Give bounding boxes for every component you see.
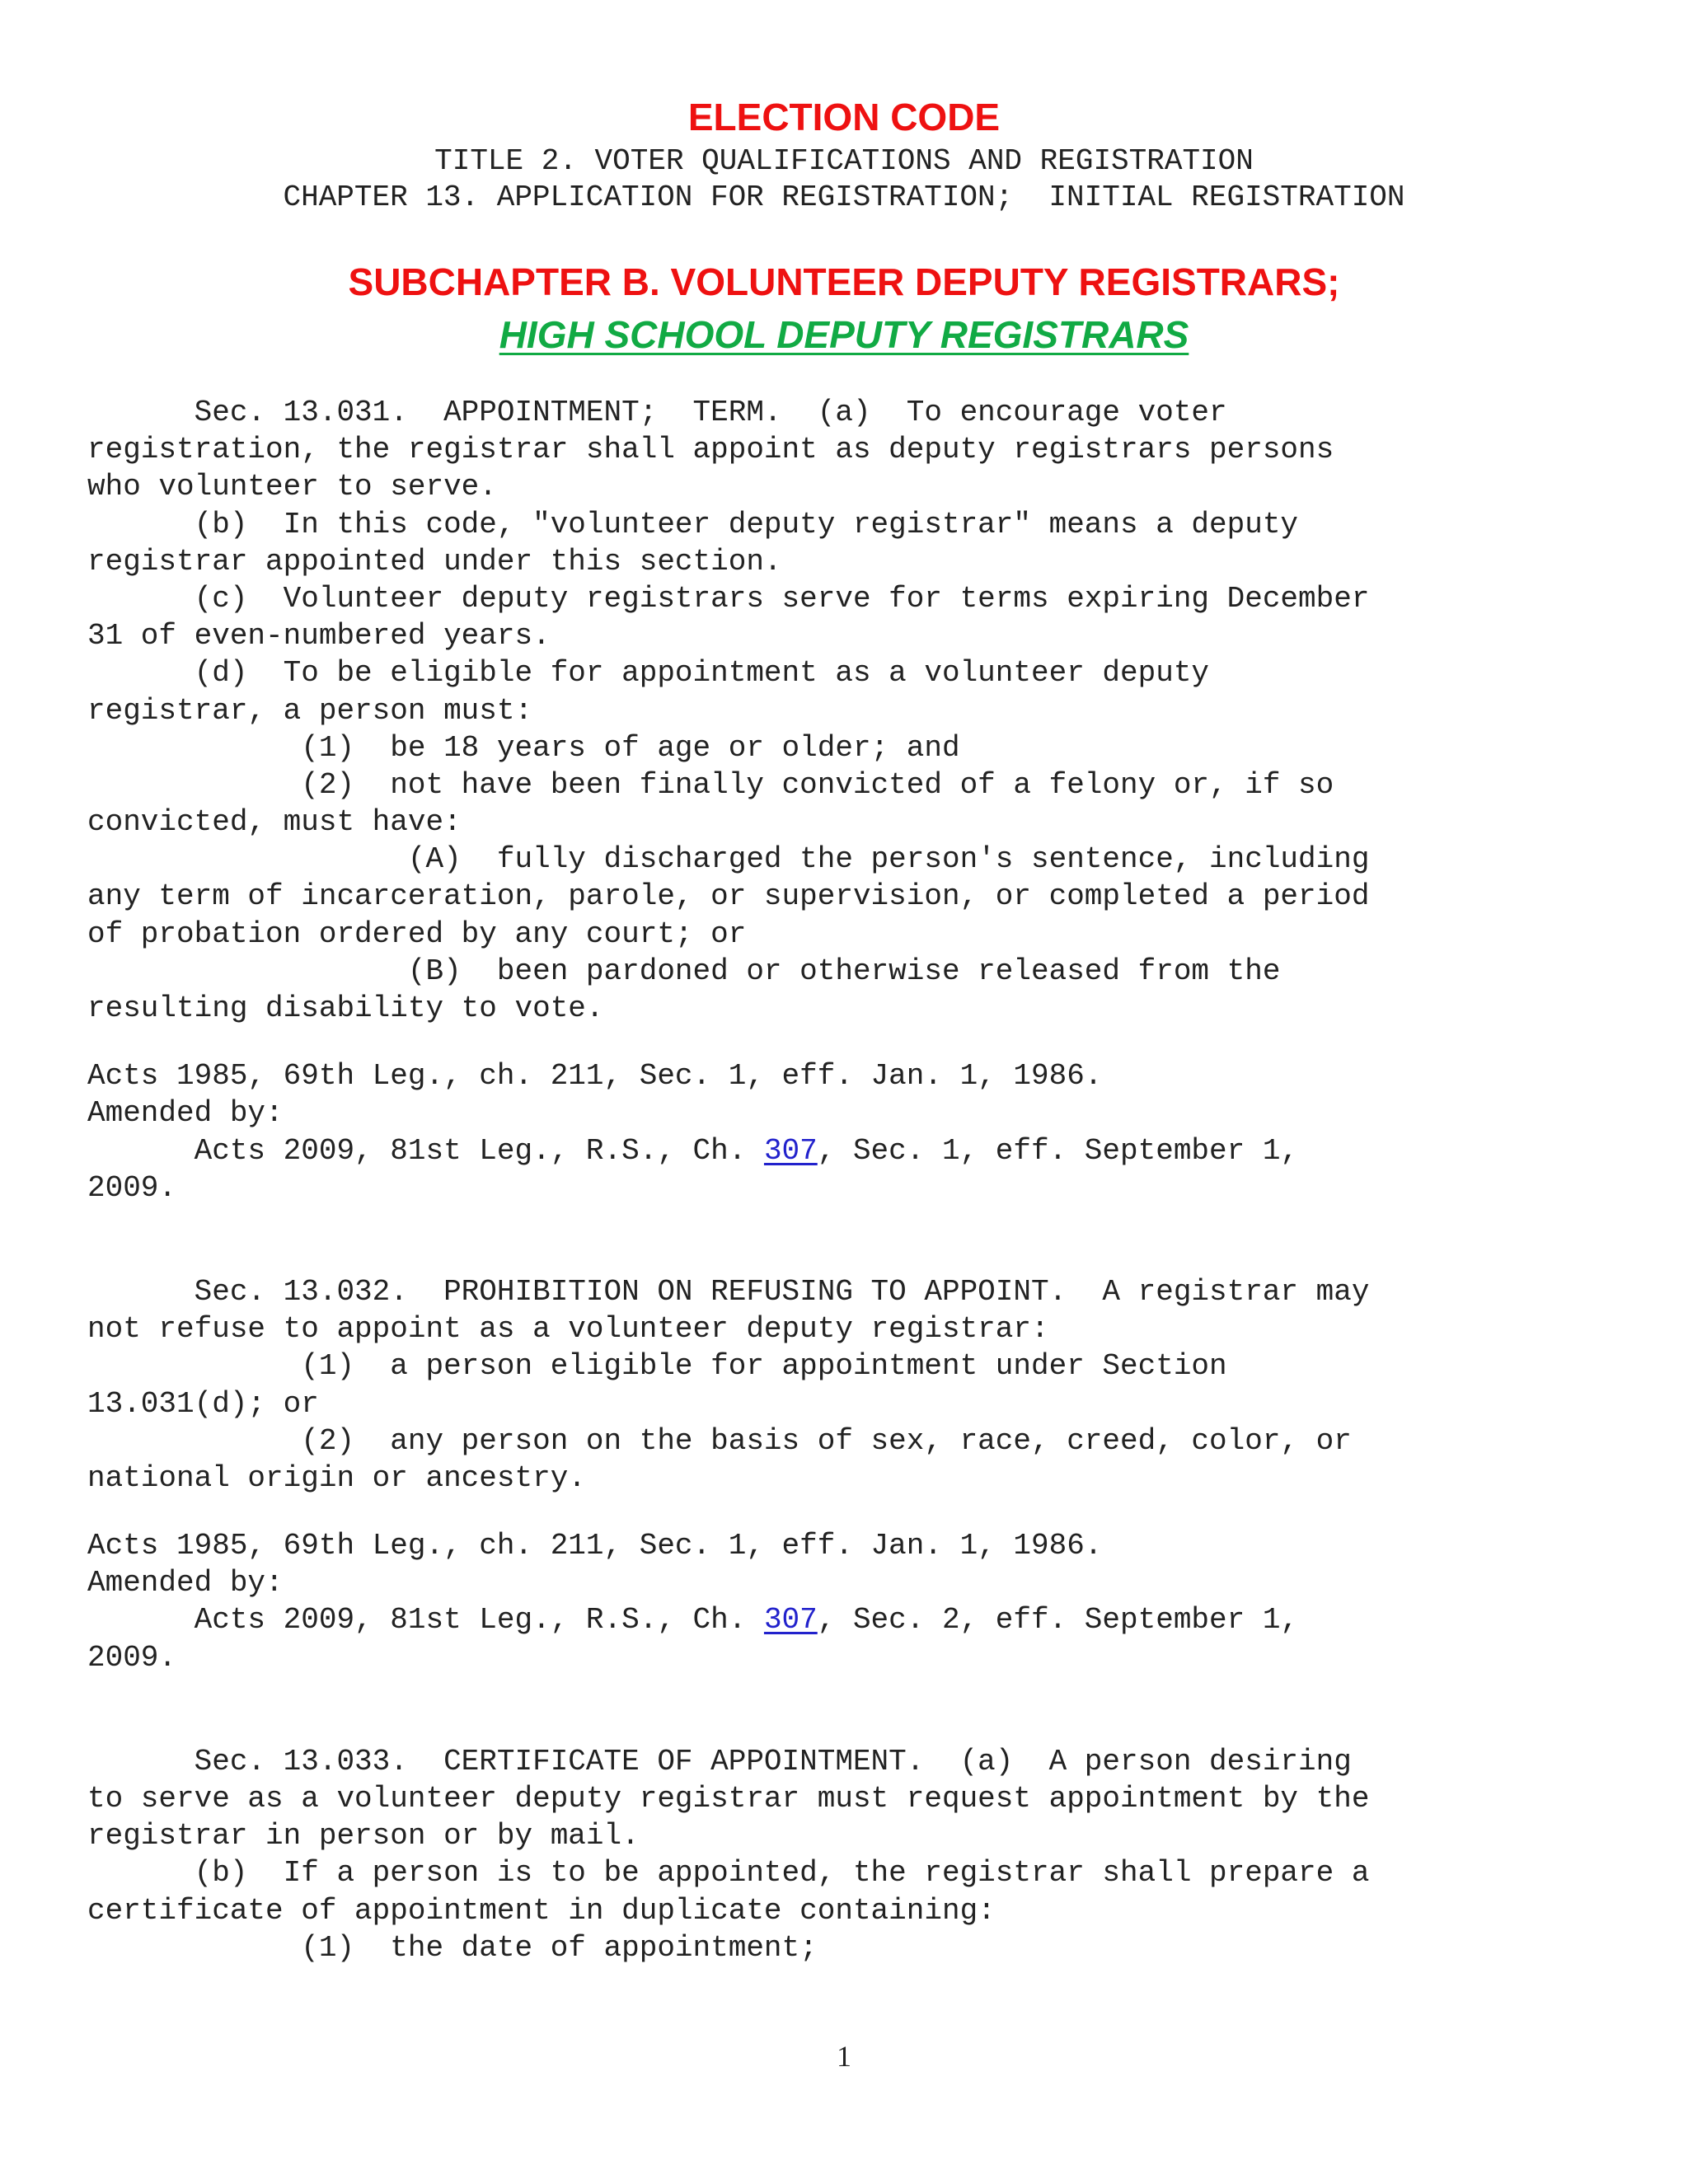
section-line: (1) be 18 years of age or older; and [87,730,960,765]
section-line: Sec. 13.031. APPOINTMENT; TERM. (a) To encourage voter [87,396,1227,429]
section-line: who volunteer to serve. [87,470,497,504]
amendment-line-2: 2009. [87,1170,177,1205]
section-line: registrar in person or by mail. [87,1819,640,1854]
section-line: (c) Volunteer deputy registrars serve for terms expiring December [87,581,1370,616]
section-line: certificate of appointment in duplicate containing: [87,1893,996,1928]
chapter-307-link[interactable]: 307 [763,1133,818,1168]
section-line: Sec. 13.033. CERTIFICATE OF APPOINTMENT. (a) A person desiring [87,1744,1352,1779]
section-line: convicted, must have: [87,805,462,840]
section-line: (A) fully discharged the person's sentence, including [87,842,1370,877]
section-line: any term of incarceration, parole, or supervision, or completed a period [87,879,1370,914]
section-line: not refuse to appoint as a volunteer deputy registrar: [87,1312,1049,1347]
amendment-suffix: , Sec. 2, eff. September 1, [817,1603,1299,1638]
section-line: (b) If a person is to be appointed, the registrar shall prepare a [87,1856,1370,1891]
section-line: resulting disability to vote. [87,991,604,1025]
section-line: (1) a person eligible for appointment under Section [87,1349,1227,1384]
history-line: Acts 1985, 69th Leg., ch. 211, Sec. 1, eff. Jan. 1, 1986. [87,1059,1103,1094]
section-line: registrar, a person must: [87,693,533,728]
amendment-line [87,1132,1604,1169]
code-title: ELECTION CODE [687,96,1001,138]
amendment-suffix: , Sec. 1, eff. September 1, [817,1133,1299,1168]
page-number: 1 [837,2040,851,2073]
amendment-line-2: 2009. [87,1640,177,1675]
section-line: of probation ordered by any court; or [87,916,747,951]
section-line: (B) been pardoned or otherwise released from the [87,954,1281,988]
amended-by-label: Amended by: [87,1566,284,1601]
statute-body [87,394,1604,1966]
subchapter-heading-line2: HIGH SCHOOL DEPUTY REGISTRARS [499,313,1189,356]
section-line: (2) not have been finally convicted of a felony or, if so [87,767,1334,802]
amendment-prefix: Acts 2009, 81st Leg., R.S., Ch. [87,1603,764,1638]
section-13-032 [87,1273,1604,1497]
subchapter-heading-amended [0,312,1688,359]
section-line: national origin or ancestry. [87,1460,586,1495]
section-line: to serve as a volunteer deputy registrar must request appointment by the [87,1782,1370,1816]
section-line: registration, the registrar shall appoint as deputy registrars persons [87,433,1334,467]
chapter-307-link[interactable]: 307 [763,1603,818,1638]
section-line: registrar appointed under this section. [87,544,782,579]
section-line: (1) the date of appointment; [87,1930,818,1965]
subchapter-heading: SUBCHAPTER B. VOLUNTEER DEPUTY REGISTRARS; [348,260,1340,303]
history-13-032 [87,1527,1604,1676]
section-13-033 [87,1743,1604,1966]
section-line: 31 of even-numbered years. [87,619,551,654]
section-line: (b) In this code, "volunteer deputy registrar" means a deputy [87,507,1299,541]
amendment-prefix: Acts 2009, 81st Leg., R.S., Ch. [87,1133,764,1168]
section-line: (d) To be eligible for appointment as a volunteer deputy [87,656,1210,691]
section-line: 13.031(d); or [87,1386,319,1421]
history-line: Acts 1985, 69th Leg., ch. 211, Sec. 1, eff. Jan. 1, 1986. [87,1529,1103,1563]
chapter-heading: CHAPTER 13. APPLICATION FOR REGISTRATION; INITIAL REGISTRATION [283,180,1405,214]
section-line: (2) any person on the basis of sex, race, creed, color, or [87,1423,1352,1458]
amendment-line [87,1601,1604,1638]
title-heading: TITLE 2. VOTER QUALIFICATIONS AND REGISTRATION [434,144,1254,178]
history-13-031 [87,1057,1604,1207]
section-13-031 [87,394,1604,1027]
section-line: Sec. 13.032. PROHIBITION ON REFUSING TO APPOINT. A registrar may [87,1274,1370,1309]
amended-by-label: Amended by: [87,1096,284,1131]
